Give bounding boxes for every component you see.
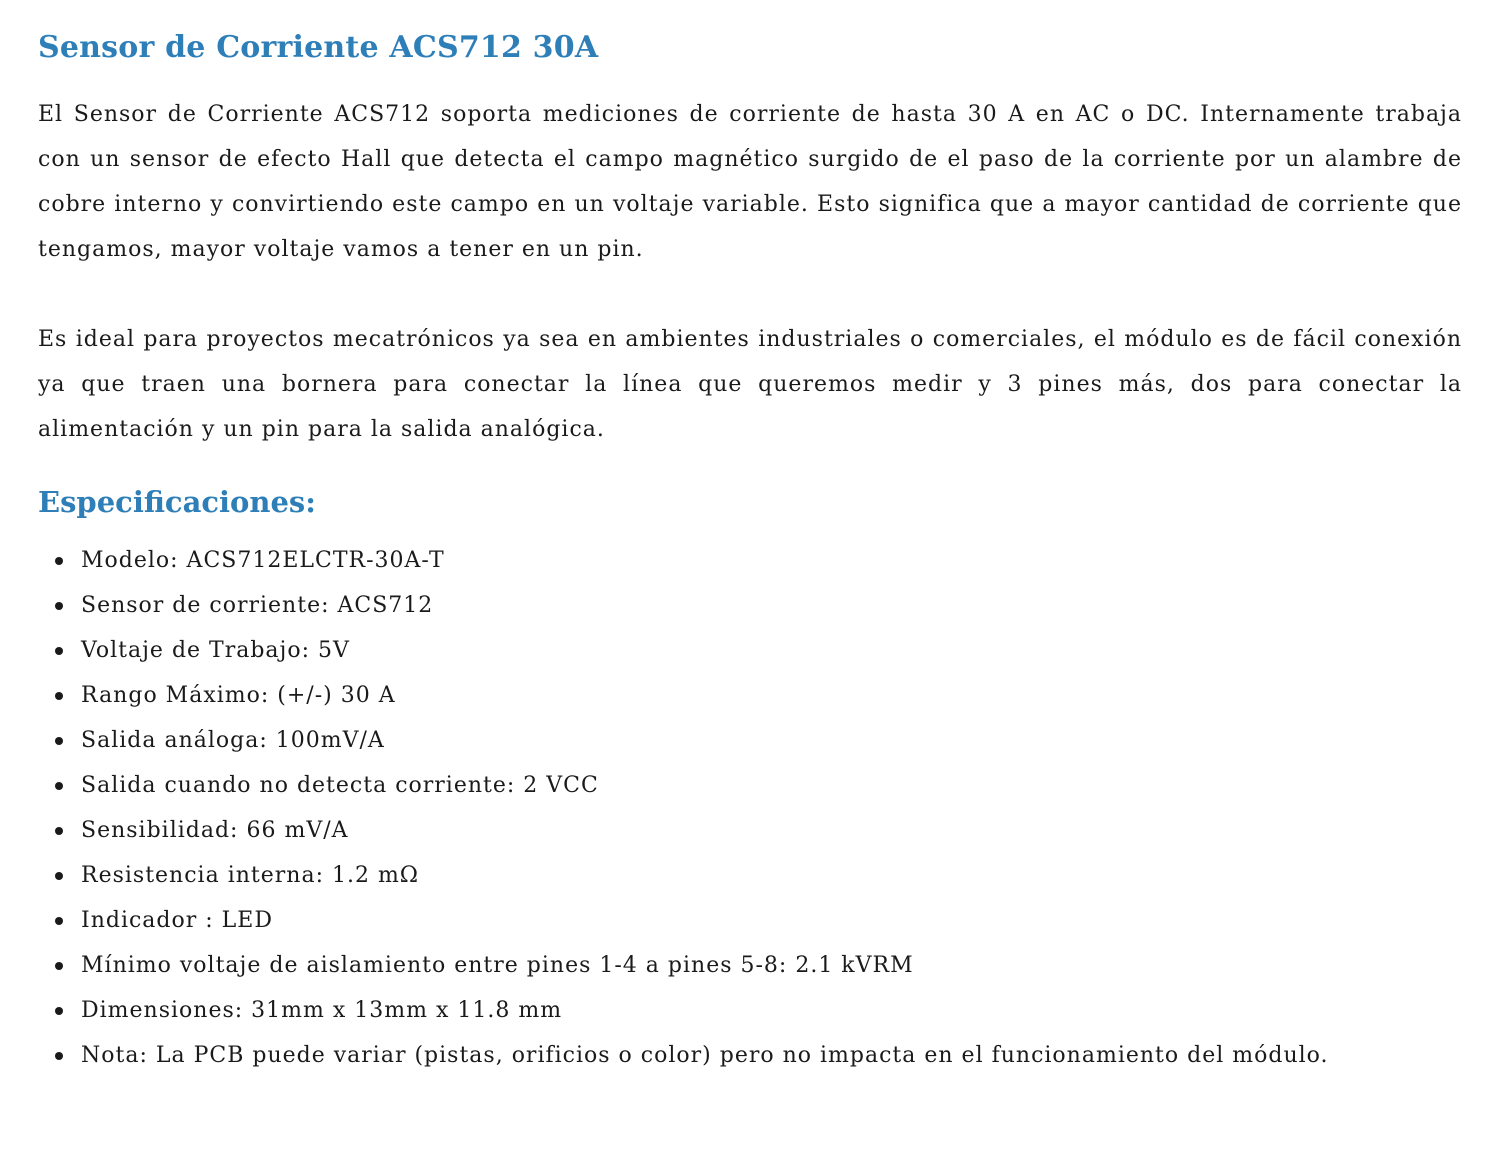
bullet-icon — [55, 917, 63, 925]
bullet-icon — [55, 827, 63, 835]
spec-item-working-voltage — [81, 628, 1462, 673]
bullet-icon — [55, 737, 63, 745]
bullet-icon — [55, 782, 63, 790]
spec-item-text: Indicador : LED — [81, 908, 273, 933]
spec-item-analog-output — [81, 718, 1462, 763]
bullet-icon — [55, 602, 63, 610]
spec-item-isolation-voltage — [81, 943, 1462, 988]
spec-item-text: Rango Máximo: (+/-) 30 A — [81, 683, 396, 708]
description-paragraph-2: Es ideal para proyectos mecatrónicos ya sea en ambientes industriales o comerciales, el módulo es de fácil conexión ya que traen una bornera para conectar la línea que queremos medir y 3 pines más, dos para conectar la alimentación y un pin para la salida analógica. — [38, 327, 1462, 442]
spec-item-indicator — [81, 898, 1462, 943]
spec-item-internal-resistance — [81, 853, 1462, 898]
spec-item-sensitivity — [81, 808, 1462, 853]
spec-item-note — [81, 1033, 1462, 1078]
bullet-icon — [55, 647, 63, 655]
page-title: Sensor de Corriente ACS712 30A — [38, 30, 599, 65]
spec-item-text: Modelo: ACS712ELCTR-30A-T — [81, 548, 445, 573]
spec-item-text: Salida análoga: 100mV/A — [81, 728, 385, 753]
specifications-list — [38, 538, 1462, 1078]
spec-item-text: Salida cuando no detecta corriente: 2 VCC — [81, 773, 599, 798]
bullet-icon — [55, 872, 63, 880]
bullet-icon — [55, 962, 63, 970]
bullet-icon — [55, 692, 63, 700]
spec-item-text: Voltaje de Trabajo: 5V — [81, 638, 350, 663]
spec-item-text: Mínimo voltaje de aislamiento entre pines 1-4 a pines 5-8: 2.1 kVRM — [81, 953, 914, 978]
description-paragraph-1: El Sensor de Corriente ACS712 soporta mediciones de corriente de hasta 30 A en AC o DC. Internamente trabaja con un sensor de efecto Hall que detecta el campo magnético surgido de el paso de la corriente por un alambre de cobre interno y convirtiendo este campo en un voltaje variable. Esto significa que a mayor cantidad de corriente que tengamos, mayor voltaje vamos a tener en un pin. — [38, 102, 1462, 262]
spec-item-current-sensor — [81, 583, 1462, 628]
spec-item-text: Dimensiones: 31mm x 13mm x 11.8 mm — [81, 998, 563, 1023]
spec-item-text: Sensor de corriente: ACS712 — [81, 593, 434, 618]
bullet-icon — [55, 557, 63, 565]
spec-item-zero-current-output — [81, 763, 1462, 808]
spec-item-text: Nota: La PCB puede variar (pistas, orificios o color) pero no impacta en el funcionamiento del módulo. — [81, 1043, 1329, 1068]
specifications-heading: Especificaciones: — [38, 485, 316, 519]
spec-item-text: Sensibilidad: 66 mV/A — [81, 818, 349, 843]
spec-item-dimensions — [81, 988, 1462, 1033]
spec-item-model — [81, 538, 1462, 583]
bullet-icon — [55, 1007, 63, 1015]
spec-item-text: Resistencia interna: 1.2 mΩ — [81, 863, 420, 888]
bullet-icon — [55, 1052, 63, 1060]
spec-item-max-range — [81, 673, 1462, 718]
